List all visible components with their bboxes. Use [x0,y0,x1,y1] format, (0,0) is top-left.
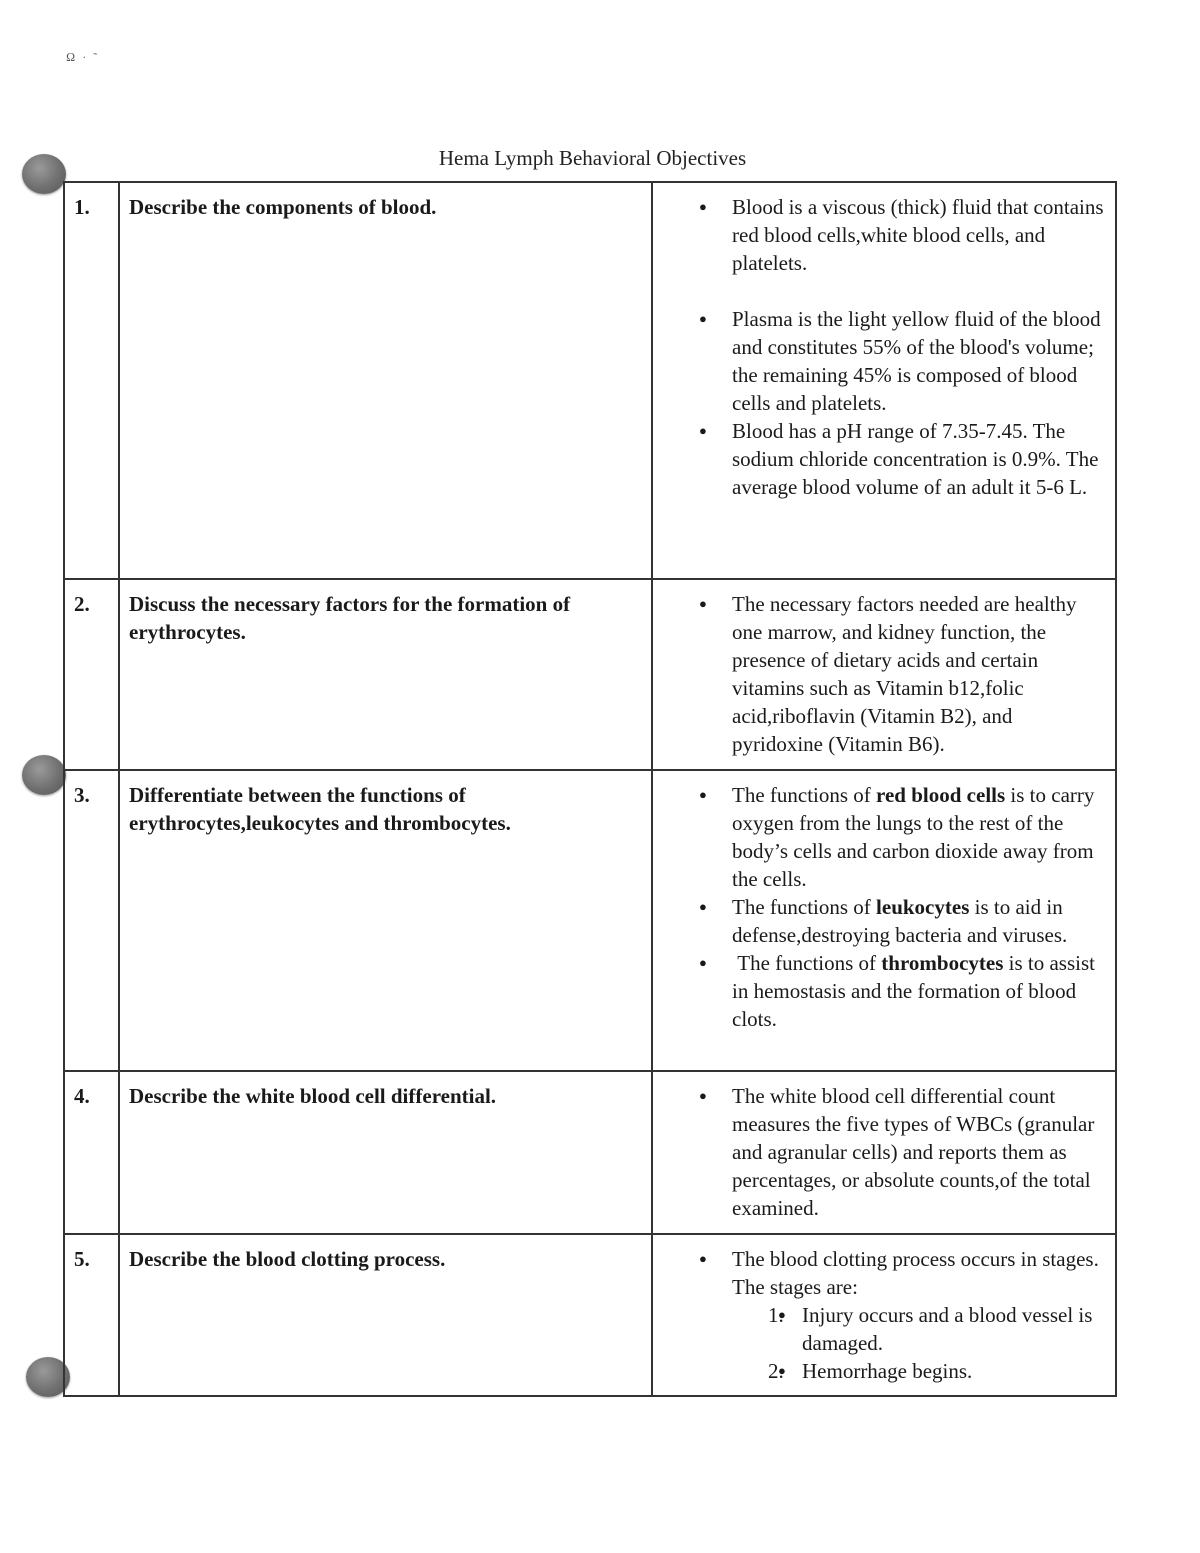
objective-text: Describe the components of blood. [119,182,652,579]
bullet-text: The functions of [732,951,882,975]
bullet-item: ● Blood is a viscous (thick) fluid that contains red blood cells,white blood cells, and platelets. [653,193,1105,277]
row-number: 4. [64,1071,119,1234]
answer-cell [652,1234,1116,1396]
bullet-item [653,781,1105,893]
answer-bullets [653,781,1105,1033]
stage-item [732,1301,1105,1357]
bullet-item [653,893,1105,949]
objective-text: Describe the white blood cell differential. [119,1071,652,1234]
objective-text: Discuss the necessary factors for the formation of erythrocytes. [119,579,652,770]
row-number: 5. [64,1234,119,1396]
answer-bullets [653,193,1105,501]
stage-number: ● 2. [768,1359,784,1383]
bullet-item: ● The white blood cell differential count measures the five types of WBCs (granular and agranular cells) and reports them as percentages, or absolute counts,of the total examined. [653,1082,1105,1222]
stage-number: ● 1. [768,1303,784,1327]
bullet-item: ● Blood has a pH range of 7.35-7.45. The sodium chloride concentration is 0.9%. The average blood volume of an adult it 5-6 L. [653,417,1105,501]
bullet-text: The functions of [732,895,877,919]
bullet-item [653,1245,1109,1385]
answer-cell [652,1071,1116,1234]
row-number: 3. [64,770,119,1071]
bullet-text: The functions of [732,783,877,807]
answer-bullets [653,590,1105,758]
answer-bullets [653,1082,1105,1222]
bullet-text: is to aid in defense,destroying bacteria and viruses. [732,895,1068,947]
bullet-text: The blood clotting process occurs in stages. The stages are: [732,1247,1109,1299]
answer-bullets [653,1245,1109,1385]
bullet-emphasis: red blood cells [876,783,1006,807]
objectives-table [63,181,1117,1397]
bullet-emphasis: leukocytes [876,895,970,919]
row-number: 2. [64,579,119,770]
stage-item [732,1357,1105,1385]
bullet-item [653,949,1105,1033]
bullet-item: ● Plasma is the light yellow fluid of the blood and constitutes 55% of the blood's volume; the remaining 45% is composed of blood cells and platelets. [653,305,1105,417]
table-row [64,182,1116,579]
stage-text: Hemorrhage begins. [802,1359,973,1383]
objective-text: Differentiate between the functions of erythrocytes,leukocytes and thrombocytes. [119,770,652,1071]
scan-artifact-mark: Ω · ˜ [66,50,100,64]
bullet-text: is to carry oxygen from the lungs to the rest of the body’s cells and carbon dioxide away from the cells. [732,783,1095,891]
bullet-item: ● The necessary factors needed are healthy one marrow, and kidney function, the presence of dietary acids and certain vitamins such as Vitamin b12,folic acid,riboflavin (Vitamin B2), and pyridoxine (Vitamin B6). [653,590,1105,758]
table-row [64,1234,1116,1396]
bullet-emphasis: thrombocytes [881,951,1004,975]
punch-hole-middle [22,755,66,795]
answer-cell [652,182,1116,579]
stages-list [732,1301,1105,1385]
answer-cell [652,579,1116,770]
table-row [64,579,1116,770]
stage-text: Injury occurs and a blood vessel is damaged. [802,1303,1093,1355]
objective-text: Describe the blood clotting process. [119,1234,652,1396]
row-number: 1. [64,182,119,579]
answer-cell [652,770,1116,1071]
table-row [64,1071,1116,1234]
bullet-text: is to assist in hemostasis and the formation of blood clots. [732,951,1095,1031]
page-title: Hema Lymph Behavioral Objectives [438,146,747,170]
table-row [64,770,1116,1071]
